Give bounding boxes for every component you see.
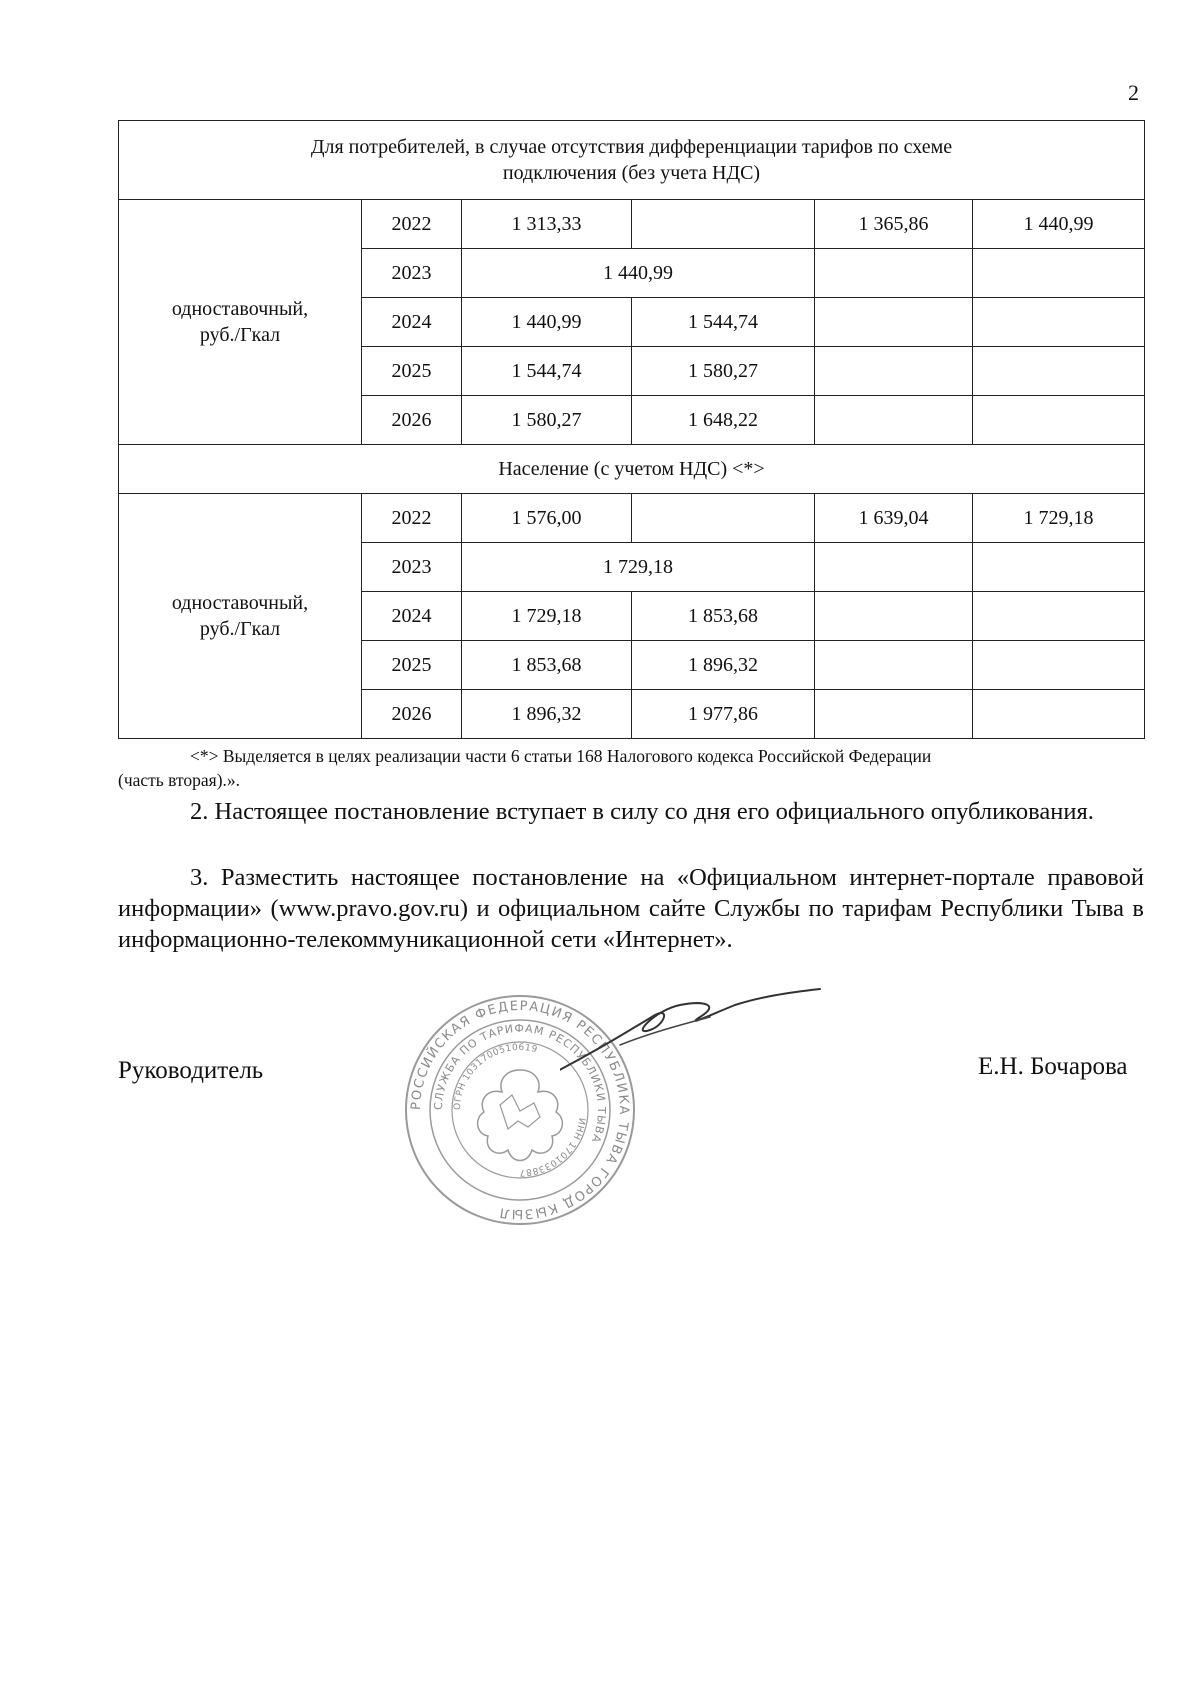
- value-cell: [973, 396, 1145, 445]
- value-cell: [973, 641, 1145, 690]
- value-cell: 1 580,27: [632, 347, 815, 396]
- year-cell: 2024: [362, 298, 462, 347]
- value-cell: [973, 249, 1145, 298]
- value-cell: [815, 396, 973, 445]
- year-cell: 2025: [362, 641, 462, 690]
- value-cell: [815, 592, 973, 641]
- year-cell: 2026: [362, 396, 462, 445]
- page-number: 2: [1128, 80, 1139, 105]
- seal-outer-text: РОССИЙСКАЯ ФЕДЕРАЦИЯ РЕСПУБЛИКА ТЫВА ГОРОД КЫЗЫЛ: [408, 998, 632, 1222]
- footnote-line: (часть вторая).».: [118, 770, 241, 790]
- value-cell: [632, 494, 815, 543]
- value-cell: 1 544,74: [462, 347, 632, 396]
- value-cell: 1 729,18: [462, 592, 632, 641]
- value-cell: 1 440,99: [462, 298, 632, 347]
- paragraph-entry-into-force: 2. Настоящее постановление вступает в силу со дня его официального опубликования.: [190, 798, 1094, 825]
- value-cell: 1 365,86: [815, 200, 973, 249]
- tariff-type-label: одноставочный, руб./Гкал: [119, 494, 362, 739]
- footnote-line: <*> Выделяется в целях реализации части 6 статьи 168 Налогового кодекса Российской Федерации: [190, 746, 932, 766]
- seal-ogrn-text: ОГРН 1031700510619: [452, 1042, 539, 1111]
- year-cell: 2023: [362, 543, 462, 592]
- value-cell: [815, 298, 973, 347]
- year-cell: 2025: [362, 347, 462, 396]
- value-cell: 1 853,68: [632, 592, 815, 641]
- section-header: Население (с учетом НДС) <*>: [119, 445, 1145, 494]
- tariff-type-label: одноставочный, руб./Гкал: [119, 200, 362, 445]
- value-cell: 1 648,22: [632, 396, 815, 445]
- value-cell: [815, 641, 973, 690]
- value-cell: 1 729,18: [973, 494, 1145, 543]
- footnote: [118, 744, 1144, 792]
- value-cell: [973, 690, 1145, 739]
- seal-inn-text: ИНН 1701033887: [518, 1116, 587, 1178]
- value-cell: [815, 249, 973, 298]
- value-cell: 1 576,00: [462, 494, 632, 543]
- value-cell: 1 440,99: [973, 200, 1145, 249]
- year-cell: 2022: [362, 494, 462, 543]
- value-cell: 1 896,32: [462, 690, 632, 739]
- value-cell: [973, 592, 1145, 641]
- value-cell: [815, 347, 973, 396]
- year-cell: 2023: [362, 249, 462, 298]
- section-header: Для потребителей, в случае отсутствия дифференциации тарифов по схеме подключения (без учета НДС): [119, 121, 1145, 200]
- value-cell: [815, 690, 973, 739]
- signatory-name: Е.Н. Бочарова: [978, 1053, 1128, 1080]
- value-cell: 1 313,33: [462, 200, 632, 249]
- value-cell: [973, 298, 1145, 347]
- year-cell: 2024: [362, 592, 462, 641]
- value-cell: [815, 543, 973, 592]
- year-cell: 2026: [362, 690, 462, 739]
- value-cell: [973, 543, 1145, 592]
- tariff-table: [118, 120, 1145, 739]
- value-cell: 1 977,86: [632, 690, 815, 739]
- value-cell: 1 580,27: [462, 396, 632, 445]
- value-cell: [632, 200, 815, 249]
- seal-inner-text: СЛУЖБА ПО ТАРИФАМ РЕСПУБЛИКИ ТЫВА: [431, 1021, 609, 1146]
- merged-value-cell: 1 440,99: [462, 249, 815, 298]
- value-cell: 1 639,04: [815, 494, 973, 543]
- value-cell: 1 896,32: [632, 641, 815, 690]
- value-cell: [973, 347, 1145, 396]
- paragraph-publication: 3. Разместить настоящее постановление на «Официальном интернет-портале правовой информации» (www.pravo.gov.ru) и официальном сайте Службы по тарифам Республики Тыва в информационно-телекоммуникационной сети «Интернет».: [118, 864, 1144, 953]
- value-cell: 1 853,68: [462, 641, 632, 690]
- handwritten-signature-icon: [560, 985, 830, 1105]
- merged-value-cell: 1 729,18: [462, 543, 815, 592]
- signatory-title: Руководитель: [118, 1057, 264, 1084]
- year-cell: 2022: [362, 200, 462, 249]
- value-cell: 1 544,74: [632, 298, 815, 347]
